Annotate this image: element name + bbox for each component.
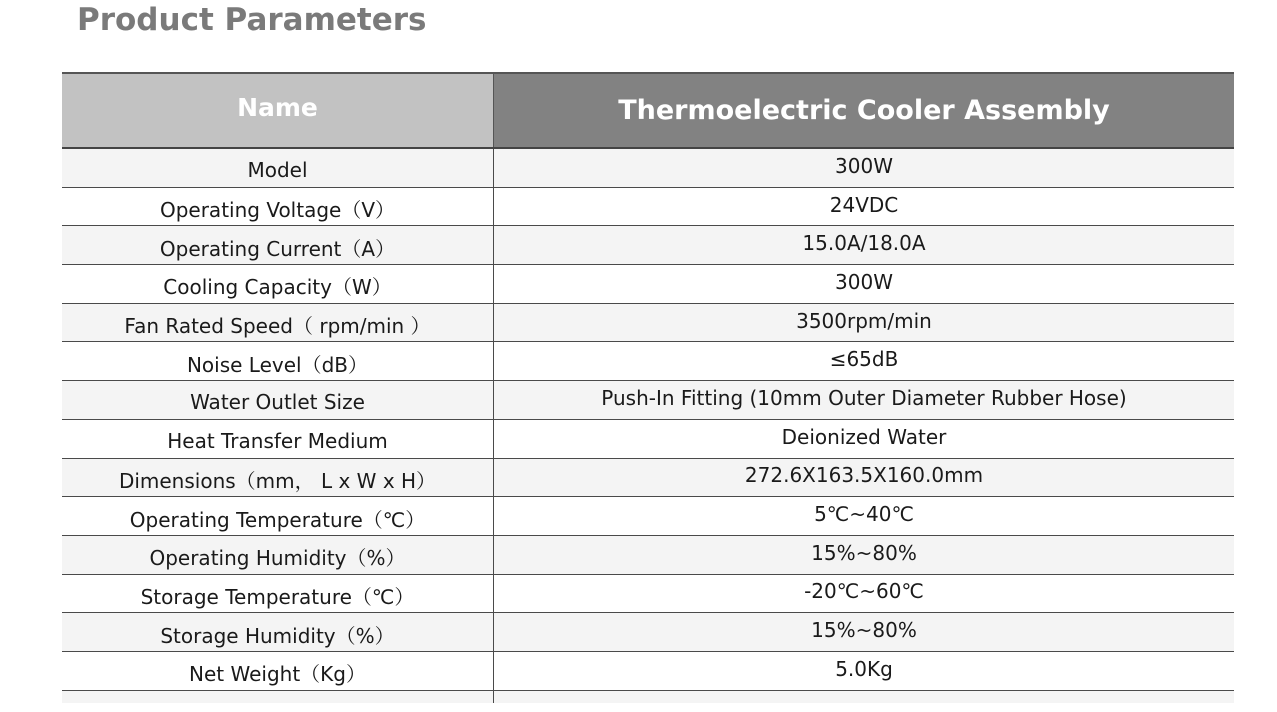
param-name: Model: [62, 149, 494, 187]
param-name: Noise Level（dB）: [62, 342, 494, 380]
table-row: [62, 575, 1234, 614]
param-name: Net Weight（Kg）: [62, 652, 494, 690]
table-row: [62, 381, 1234, 420]
param-name: Fan Rated Speed（ rpm/min ）: [62, 304, 494, 342]
table-row: [62, 459, 1234, 498]
table-row: [62, 652, 1234, 691]
param-name: Heat Transfer Medium: [62, 420, 494, 458]
param-name-cutoff: [62, 691, 494, 703]
param-value: 15%~80%: [811, 618, 917, 643]
header-value-cell: Thermoelectric Cooler Assembly: [494, 74, 1234, 147]
param-name: Operating Humidity（%）: [62, 536, 494, 574]
parameters-table: [62, 72, 1234, 703]
param-value: ≤65dB: [829, 347, 899, 372]
table-row: [62, 265, 1234, 304]
table-row: [62, 613, 1234, 652]
table-row-cutoff: [62, 691, 1234, 703]
param-name: Cooling Capacity（W）: [62, 265, 494, 303]
param-name: Water Outlet Size: [62, 381, 494, 419]
param-value: 24VDC: [829, 192, 899, 217]
page-title: Product Parameters: [77, 2, 427, 38]
table-header-row: [62, 74, 1234, 149]
table-row: [62, 188, 1234, 227]
table-row: [62, 420, 1234, 459]
table-row: [62, 342, 1234, 381]
param-name: Storage Temperature（℃）: [62, 575, 494, 613]
table-body: [62, 149, 1234, 703]
table-row: [62, 226, 1234, 265]
param-value: 272.6X163.5X160.0mm: [744, 463, 984, 488]
param-name: Operating Current（A）: [62, 226, 494, 264]
param-value: Deionized Water: [781, 424, 947, 449]
param-value: 300W: [835, 269, 893, 294]
header-name-cell: Name: [62, 74, 494, 147]
param-value: 3500rpm/min: [796, 308, 932, 333]
param-value: 15%~80%: [811, 540, 917, 565]
param-value: 5.0Kg: [835, 656, 893, 681]
table-row: [62, 497, 1234, 536]
param-name: Storage Humidity（%）: [62, 613, 494, 651]
table-row: [62, 149, 1234, 188]
param-value-cutoff: [494, 691, 1234, 703]
param-name: Operating Temperature（℃）: [62, 497, 494, 535]
param-value: 15.0A/18.0A: [802, 231, 926, 256]
param-value: -20℃~60℃: [804, 579, 924, 604]
param-value: Push-In Fitting (10mm Outer Diameter Rubber Hose): [601, 385, 1127, 410]
table-row: [62, 536, 1234, 575]
table-row: [62, 304, 1234, 343]
param-value: 5℃~40℃: [814, 502, 914, 527]
param-name: Operating Voltage（V）: [62, 188, 494, 226]
param-value: 300W: [835, 153, 893, 178]
param-name: Dimensions（mm， L x W x H）: [62, 459, 494, 497]
